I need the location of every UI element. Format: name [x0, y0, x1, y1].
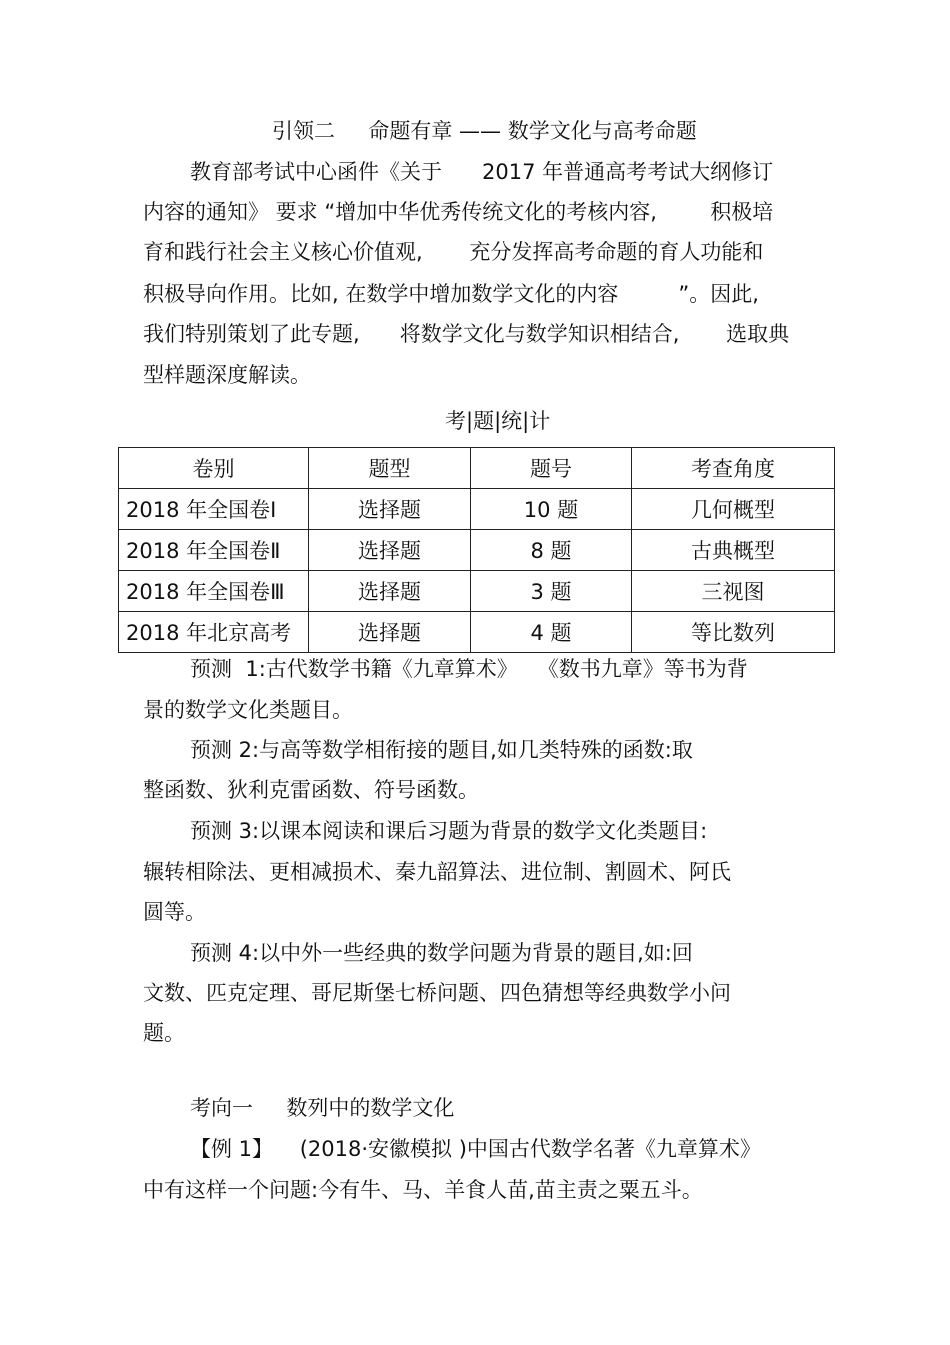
table-header-cell: 考查角度 — [632, 448, 835, 489]
table-cell: 几何概型 — [632, 489, 835, 530]
example-line: 【例 1】 (2018·安徽模拟 )中国古代数学名著《九章算术》 — [190, 1137, 761, 1161]
table-cell: 2018 年全国卷Ⅰ — [119, 489, 309, 530]
table-cell: 2018 年全国卷Ⅲ — [119, 571, 309, 612]
prediction-line: 圆等。 — [143, 900, 206, 924]
section-heading: 考向一 数列中的数学文化 — [190, 1096, 455, 1120]
table-header-cell: 题型 — [309, 448, 471, 489]
table-cell: 8 题 — [471, 530, 632, 571]
table-row — [119, 571, 835, 612]
prediction-line: 预测 4:以中外一些经典的数学问题为背景的题目,如:回 — [190, 941, 693, 965]
prediction-line: 题。 — [143, 1021, 185, 1045]
prediction-line: 景的数学文化类题目。 — [143, 698, 353, 722]
table-cell: 选择题 — [309, 489, 471, 530]
intro-line: 型样题深度解读。 — [143, 363, 311, 387]
table-header-row — [119, 448, 835, 489]
table-cell: 3 题 — [471, 571, 632, 612]
intro-line: 积极导向作用。比如, 在数学中增加数学文化的内容 ”。因此, — [143, 282, 759, 306]
intro-line: 育和践行社会主义核心价值观, 充分发挥高考命题的育人功能和 — [143, 240, 764, 264]
table-header-cell: 题号 — [471, 448, 632, 489]
section-title: 引领二 命题有章 —— 数学文化与高考命题 — [272, 119, 697, 143]
stats-title: 考|题|统|计 — [445, 409, 551, 433]
table-cell: 选择题 — [309, 571, 471, 612]
table-cell: 4 题 — [471, 612, 632, 653]
prediction-line: 整函数、狄利克雷函数、符号函数。 — [143, 778, 479, 802]
intro-line: 教育部考试中心函件《关于 2017 年普通高考考试大纲修订 — [190, 160, 774, 184]
intro-line: 我们特别策划了此专题, 将数学文化与数学知识相结合, 选取典 — [143, 322, 790, 346]
prediction-line: 文数、匹克定理、哥尼斯堡七桥问题、四色猜想等经典数学小问 — [143, 981, 731, 1005]
prediction-line: 预测 1:古代数学书籍《九章算术》 《数书九章》等书为背 — [190, 657, 748, 681]
table-header-cell: 卷别 — [119, 448, 309, 489]
table-cell: 等比数列 — [632, 612, 835, 653]
table-cell: 古典概型 — [632, 530, 835, 571]
prediction-line: 辗转相除法、更相减损术、秦九韶算法、进位制、割圆术、阿氏 — [143, 860, 731, 884]
prediction-line: 预测 3:以课本阅读和课后习题为背景的数学文化类题目: — [190, 819, 708, 843]
table-cell: 三视图 — [632, 571, 835, 612]
table-cell: 2018 年北京高考 — [119, 612, 309, 653]
intro-line: 内容的通知》 要求 “增加中华优秀传统文化的考核内容, 积极培 — [143, 200, 774, 224]
table-cell: 选择题 — [309, 530, 471, 571]
table-cell: 选择题 — [309, 612, 471, 653]
table-cell: 2018 年全国卷Ⅱ — [119, 530, 309, 571]
table-row — [119, 612, 835, 653]
prediction-line: 预测 2:与高等数学相衔接的题目,如几类特殊的函数:取 — [190, 738, 693, 762]
table-row — [119, 530, 835, 571]
table-cell: 10 题 — [471, 489, 632, 530]
example-line: 中有这样一个问题:今有牛、马、羊食人苗,苗主责之粟五斗。 — [143, 1178, 703, 1202]
table-row — [119, 489, 835, 530]
exam-stats-table — [118, 447, 835, 653]
